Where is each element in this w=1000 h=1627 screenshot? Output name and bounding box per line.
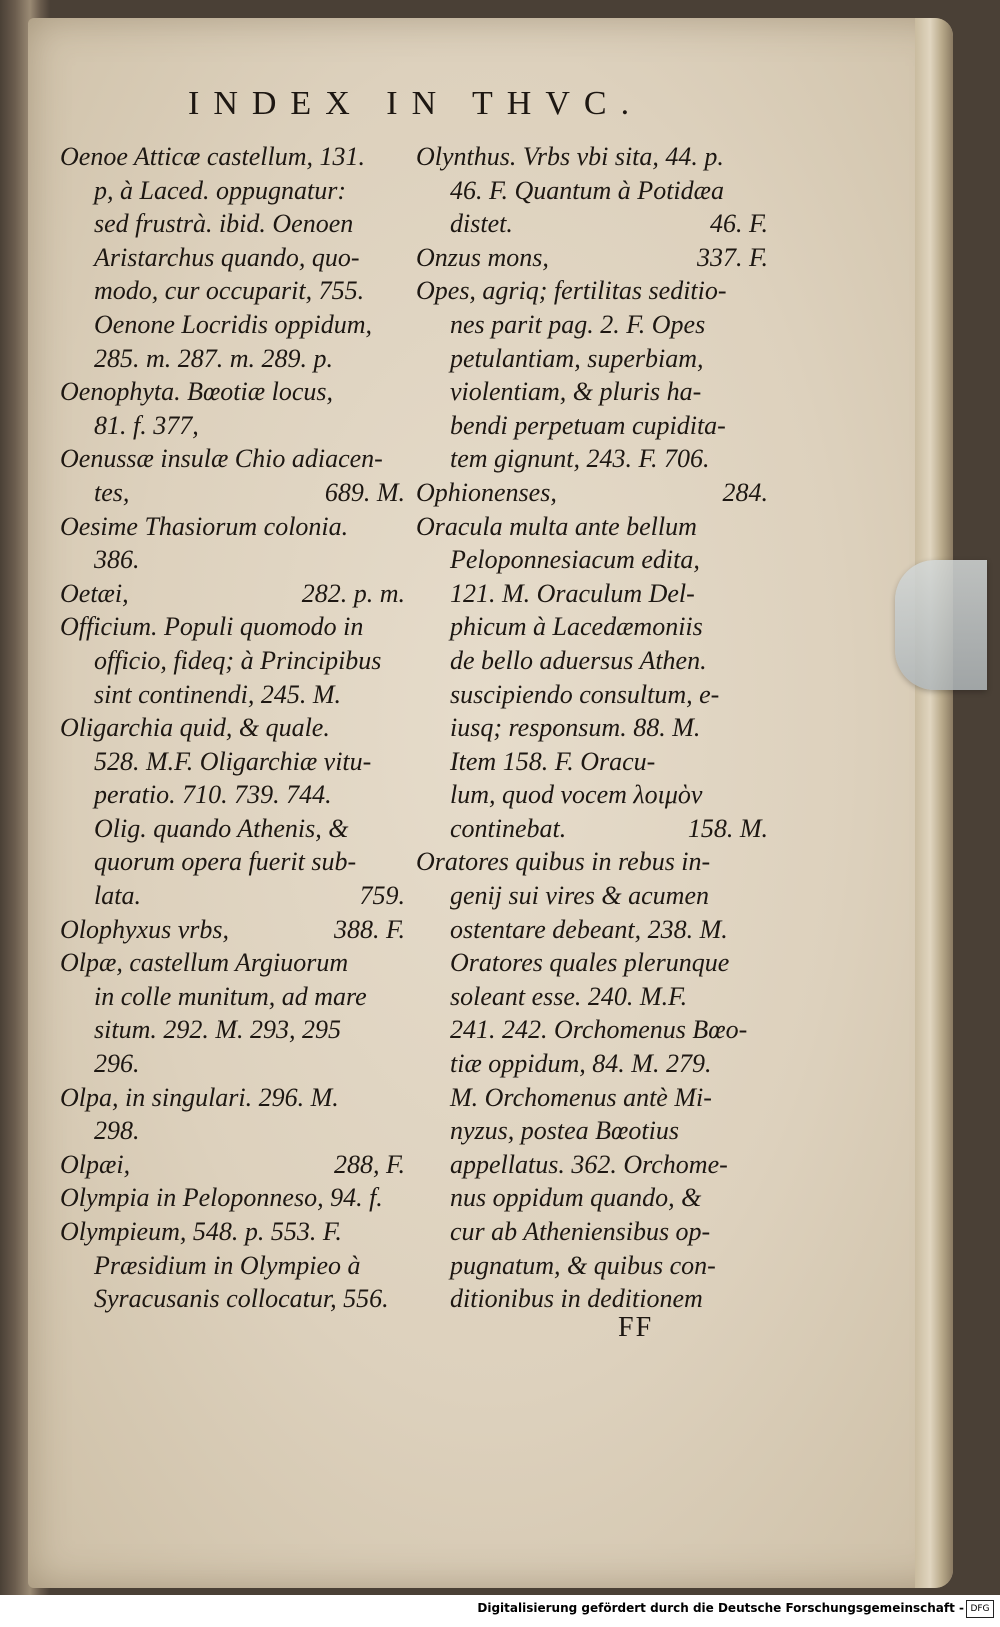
index-line: cur ab Atheniensibus op-: [450, 1217, 711, 1246]
index-page-ref: 158. M.: [687, 813, 768, 843]
index-line: Oenophyta. Bœotiæ locus,: [60, 377, 333, 407]
dfg-logo: DFG: [966, 1600, 994, 1618]
index-line: suscipiendo consultum, e-: [450, 679, 720, 709]
funding-notice: Digitalisierung gefördert durch die Deutsche Forschungsgemeinschaft -: [477, 1601, 964, 1615]
index-line: Olpæ, castellum Argiuorum: [60, 948, 349, 978]
index-line: peratio. 710. 739. 744.: [94, 780, 332, 810]
index-line: modo, cur occuparit, 755.: [94, 276, 365, 306]
index-line: Oenussæ insulæ Chio adiacen-: [60, 444, 383, 474]
index-line: 121. M. Oraculum Del-: [450, 578, 695, 608]
index-line: [60, 577, 405, 611]
index-line: [416, 812, 768, 846]
index-line: 386.: [94, 545, 140, 575]
running-head: INDEX IN THVC.: [188, 85, 644, 122]
index-line: Item 158. F. Oracu-: [450, 746, 656, 776]
index-line: [60, 1148, 405, 1182]
index-line: Olympieum, 548. p. 553. F.: [60, 1217, 342, 1246]
index-line: quorum opera fuerit sub-: [94, 847, 357, 877]
index-term: distet.: [450, 209, 513, 239]
index-term: Olpæi,: [60, 1149, 131, 1179]
index-line: Syracusanis collocatur, 556.: [94, 1284, 389, 1314]
index-line: [416, 241, 768, 275]
index-line: genij sui vires & acumen: [450, 881, 709, 911]
index-term: Olophyxus vrbs,: [60, 914, 229, 944]
index-line: bendi perpetuam cupidita-: [450, 410, 726, 440]
index-line: officio, fideq; à Principibus: [94, 645, 382, 675]
index-page-ref: 46. F.: [709, 209, 768, 239]
index-line: 298.: [94, 1116, 140, 1146]
index-column-right: [416, 140, 768, 1316]
index-line: [416, 476, 768, 510]
index-term: Onzus mons,: [416, 242, 549, 272]
index-page-ref: 282. p. m.: [301, 578, 405, 608]
index-line: [60, 913, 405, 947]
index-term: Oetæi,: [60, 578, 129, 608]
index-line: 528. M.F. Oligarchiæ vitu-: [94, 746, 372, 776]
index-line: Olig. quando Athenis, &: [94, 813, 349, 843]
index-line: ostentare debeant, 238. M.: [450, 914, 728, 944]
index-line: Olynthus. Vrbs vbi sita, 44. p.: [416, 142, 724, 171]
page-clip: [895, 560, 987, 690]
index-line: Præsidium in Olympieo à: [94, 1250, 361, 1280]
index-line: phicum à Lacedæmoniis: [450, 612, 703, 642]
index-line: Opes, agriq; fertilitas seditio-: [416, 276, 727, 306]
catchword: FF: [618, 1312, 654, 1343]
index-page-ref: 288, F.: [333, 1149, 405, 1179]
index-line: Oesime Thasiorum colonia.: [60, 511, 349, 541]
index-line: Oligarchia quid, & quale.: [60, 713, 330, 743]
index-line: 241. 242. Orchomenus Bœo-: [450, 1015, 748, 1045]
index-line: M. Orchomenus antè Mi-: [450, 1082, 712, 1112]
index-line: pugnatum, & quibus con-: [450, 1250, 716, 1280]
index-line: Oenoe Atticæ castellum, 131.: [60, 142, 365, 171]
page-fore-edge: [915, 18, 953, 1588]
index-line: soleant esse. 240. M.F.: [450, 981, 688, 1011]
index-line: iusq; responsum. 88. M.: [450, 713, 701, 743]
index-line: Aristarchus quando, quo-: [94, 242, 360, 272]
index-line: [416, 207, 768, 241]
index-line: lum, quod vocem λοιμὸν: [450, 780, 703, 810]
index-line: 285. m. 287. m. 289. p.: [94, 343, 334, 373]
index-term: Ophionenses,: [416, 477, 557, 507]
index-line: tem gignunt, 243. F. 706.: [450, 444, 710, 474]
index-line: tiæ oppidum, 84. M. 279.: [450, 1049, 712, 1079]
index-term: lata.: [94, 881, 141, 911]
digitization-footer: [0, 1595, 1000, 1627]
index-line: 46. F. Quantum à Potidæa: [450, 175, 724, 205]
index-line: de bello aduersus Athen.: [450, 645, 707, 675]
index-line: Oratores quibus in rebus in-: [416, 847, 711, 877]
index-line: 81. f. 377,: [94, 410, 199, 440]
index-line: Oratores quales plerunque: [450, 948, 730, 978]
index-line: Officium. Populi quomodo in: [60, 612, 364, 642]
index-page-ref: 689. M.: [324, 477, 405, 507]
index-line: Oracula multa ante bellum: [416, 511, 697, 541]
index-line: situm. 292. M. 293, 295: [94, 1015, 341, 1045]
index-line: sed frustrà. ibid. Oenoen: [94, 209, 354, 239]
index-line: [60, 476, 405, 510]
index-page-ref: 284.: [722, 477, 768, 507]
index-line: nyzus, postea Bœotius: [450, 1116, 679, 1146]
index-term: tes,: [94, 477, 130, 507]
index-line: violentiam, & pluris ha-: [450, 377, 702, 407]
index-line: Peloponnesiacum edita,: [450, 545, 700, 575]
index-line: Olpa, in singulari. 296. M.: [60, 1082, 339, 1112]
index-line: Oenone Locridis oppidum,: [94, 309, 373, 339]
index-term: continebat.: [450, 813, 567, 843]
index-page-ref: 337. F.: [696, 242, 768, 272]
index-line: sint continendi, 245. M.: [94, 679, 341, 709]
index-line: petulantiam, superbiam,: [450, 343, 704, 373]
index-line: Olympia in Peloponneso, 94. f.: [60, 1183, 383, 1213]
index-column-left: [60, 140, 405, 1316]
index-line: 296.: [94, 1049, 140, 1079]
index-line: ditionibus in deditionem: [450, 1284, 703, 1314]
index-line: in colle munitum, ad mare: [94, 981, 367, 1011]
index-line: [60, 879, 405, 913]
index-line: nus oppidum quando, &: [450, 1183, 702, 1213]
index-line: appellatus. 362. Orchome-: [450, 1149, 728, 1179]
index-page-ref: 388. F.: [333, 914, 405, 944]
index-page-ref: 759.: [359, 881, 405, 911]
index-line: p, à Laced. oppugnatur:: [94, 175, 347, 205]
index-line: nes parit pag. 2. F. Opes: [450, 309, 706, 339]
